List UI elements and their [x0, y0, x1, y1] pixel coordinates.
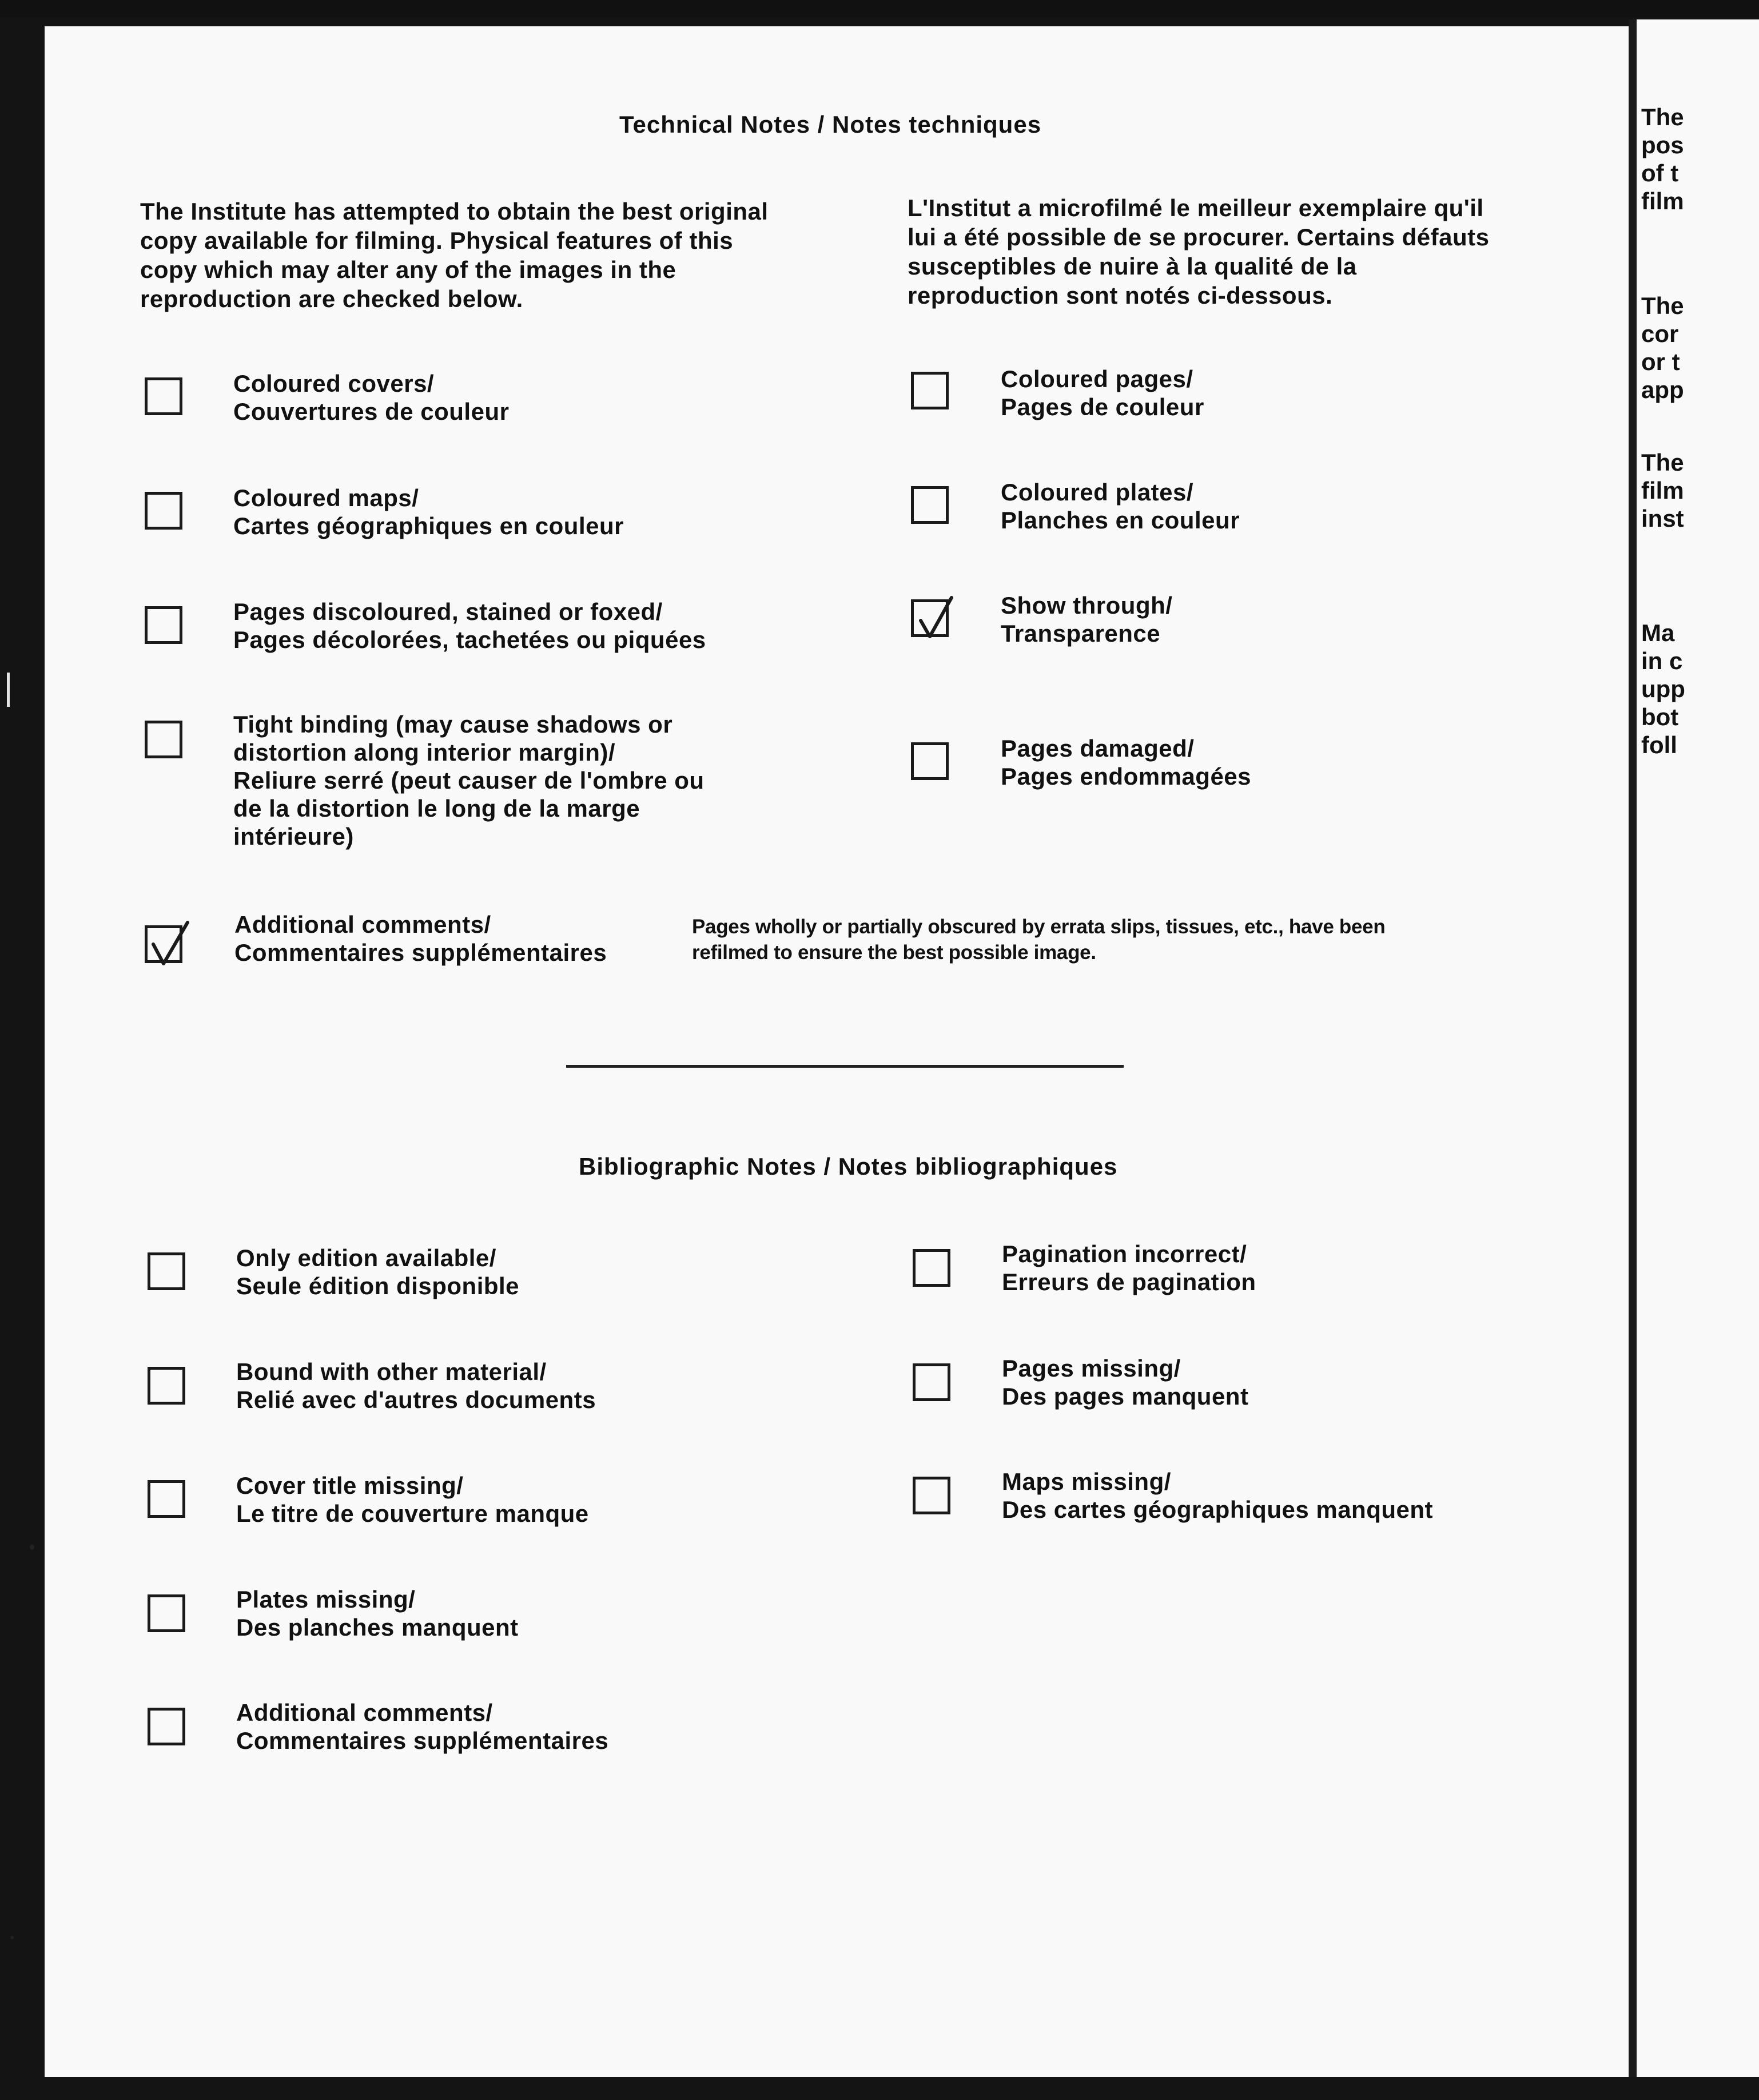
label-biblio-additional-comments	[236, 1699, 608, 1755]
label-line-fr: Pages de couleur	[1001, 393, 1204, 420]
film-speck	[10, 1936, 14, 1939]
checkbox-pages-discoloured[interactable]	[145, 606, 182, 644]
label-line-en: Plates missing/	[236, 1586, 416, 1613]
label-line: distortion along interior margin)/	[233, 739, 615, 766]
label-coloured-maps	[233, 484, 624, 540]
label-plates-missing	[236, 1585, 519, 1641]
label-line-en: Pages damaged/	[1001, 735, 1195, 762]
label-line-en: Additional comments/	[236, 1699, 493, 1726]
film-speck	[30, 1544, 34, 1550]
checkbox-show-through[interactable]	[911, 599, 949, 637]
check-mark-icon	[910, 592, 962, 643]
label-line: de la distortion le long de la marge	[233, 795, 640, 822]
label-line-en: Bound with other material/	[236, 1358, 547, 1385]
check-mark-icon	[144, 918, 196, 969]
label-line-fr: Commentaires supplémentaires	[234, 939, 607, 966]
label-pages-missing	[1002, 1354, 1248, 1410]
section-divider	[566, 1065, 1124, 1068]
label-line-en: Show through/	[1001, 592, 1173, 619]
checkbox-coloured-covers[interactable]	[145, 377, 182, 415]
fragment-line: of t	[1641, 160, 1679, 186]
label-line-fr: Couvertures de couleur	[233, 398, 510, 425]
page-gutter	[1629, 19, 1637, 2077]
facing-page-block-3	[1641, 448, 1684, 532]
intro-english: The Institute has attempted to obtain the best original copy available for filming. Physical features of this copy which may alter any of the images in the reproduction are checked below.	[140, 198, 769, 312]
label-line-fr: Planches en couleur	[1001, 507, 1240, 534]
checkbox-coloured-pages[interactable]	[911, 372, 949, 409]
checkbox-pages-missing[interactable]	[913, 1363, 950, 1401]
label-pages-damaged	[1001, 734, 1251, 790]
checkbox-pagination-incorrect[interactable]	[913, 1249, 950, 1287]
label-line-en: Coloured covers/	[233, 370, 435, 397]
label-line-en: Maps missing/	[1002, 1468, 1171, 1495]
label-line-en: Additional comments/	[234, 911, 491, 938]
checkbox-only-edition[interactable]	[148, 1252, 185, 1290]
facing-page-block-4	[1641, 619, 1685, 759]
label-maps-missing	[1002, 1467, 1433, 1524]
label-coloured-pages	[1001, 365, 1204, 421]
label-line-en: Coloured pages/	[1001, 365, 1193, 392]
fragment-line: inst	[1641, 505, 1684, 532]
fragment-line: cor	[1641, 320, 1679, 347]
label-line-fr: Commentaires supplémentaires	[236, 1727, 609, 1754]
label-line-en: Pages discoloured, stained or foxed/	[233, 598, 663, 625]
label-line-fr: Cartes géographiques en couleur	[233, 512, 624, 539]
label-line-en: Only edition available/	[236, 1244, 496, 1271]
label-line: Reliure serré (peut causer de l'ombre ou	[233, 767, 705, 794]
label-pages-discoloured	[233, 598, 706, 654]
label-bound-with-other	[236, 1358, 596, 1414]
label-pagination-incorrect	[1002, 1240, 1256, 1296]
checkbox-plates-missing[interactable]	[148, 1594, 185, 1632]
label-coloured-plates	[1001, 478, 1240, 534]
fragment-line: pos	[1641, 132, 1684, 158]
checkbox-coloured-maps[interactable]	[145, 492, 182, 530]
fragment-line: bot	[1641, 703, 1679, 730]
label-cover-title-missing	[236, 1471, 589, 1528]
fragment-line: The	[1641, 449, 1684, 476]
checkbox-coloured-plates[interactable]	[911, 486, 949, 524]
label-line-en: Coloured maps/	[233, 484, 419, 511]
fragment-line: The	[1641, 292, 1684, 319]
film-scratch	[7, 673, 10, 707]
label-line-fr: Des planches manquent	[236, 1614, 519, 1641]
label-line-fr: Pages décolorées, tachetées ou piquées	[233, 626, 706, 653]
intro-french: L'Institut a microfilmé le meilleur exemplaire qu'il lui a été possible de se procurer. Certains défauts susceptibles de nuire à la qualité de la reproduction sont notés ci-dessous.	[908, 194, 1490, 309]
label-line-en: Pagination incorrect/	[1002, 1240, 1247, 1267]
target-page	[45, 26, 1629, 2077]
technical-comment-text	[692, 914, 1385, 965]
fragment-line: in c	[1641, 647, 1683, 674]
technical-notes-heading: Technical Notes / Notes techniques	[619, 111, 1042, 138]
label-line-en: Coloured plates/	[1001, 479, 1194, 506]
label-technical-additional-comments	[234, 910, 607, 967]
comment-line: refilmed to ensure the best possible image.	[692, 941, 1096, 964]
label-coloured-covers	[233, 369, 509, 425]
film-frame-top	[0, 0, 1759, 17]
label-line: intérieure)	[233, 823, 354, 850]
label-line-fr: Seule édition disponible	[236, 1272, 520, 1299]
checkbox-tight-binding[interactable]	[145, 721, 182, 758]
fragment-line: or t	[1641, 348, 1680, 375]
label-line-en: Cover title missing/	[236, 1472, 464, 1499]
fragment-line: film	[1641, 188, 1684, 214]
label-line: Tight binding (may cause shadows or	[233, 711, 673, 738]
label-line-fr: Erreurs de pagination	[1002, 1268, 1256, 1295]
label-only-edition	[236, 1244, 519, 1300]
fragment-line: upp	[1641, 675, 1685, 702]
label-show-through	[1001, 591, 1172, 647]
label-line-fr: Relié avec d'autres documents	[236, 1386, 596, 1413]
bibliographic-notes-heading: Bibliographic Notes / Notes bibliographiques	[579, 1153, 1118, 1180]
checkbox-technical-additional-comments[interactable]	[145, 925, 182, 963]
fragment-line: app	[1641, 376, 1684, 403]
facing-page-block-1	[1641, 103, 1684, 215]
label-line-fr: Des pages manquent	[1002, 1383, 1249, 1410]
checkbox-cover-title-missing[interactable]	[148, 1480, 185, 1518]
label-line-fr: Pages endommagées	[1001, 763, 1252, 790]
fragment-line: Ma	[1641, 619, 1675, 646]
checkbox-biblio-additional-comments[interactable]	[148, 1708, 185, 1745]
checkbox-pages-damaged[interactable]	[911, 742, 949, 780]
checkbox-maps-missing[interactable]	[913, 1477, 950, 1514]
label-line-fr: Transparence	[1001, 620, 1161, 647]
fragment-line: film	[1641, 477, 1684, 504]
label-tight-binding	[233, 710, 705, 850]
facing-page-block-2	[1641, 292, 1684, 404]
comment-line: Pages wholly or partially obscured by errata slips, tissues, etc., have been	[692, 916, 1386, 938]
label-line-en: Pages missing/	[1002, 1355, 1181, 1382]
fragment-line: The	[1641, 104, 1684, 130]
label-line-fr: Des cartes géographiques manquent	[1002, 1496, 1434, 1523]
checkbox-bound-with-other[interactable]	[148, 1367, 185, 1405]
fragment-line: foll	[1641, 731, 1677, 758]
label-line-fr: Le titre de couverture manque	[236, 1500, 589, 1527]
